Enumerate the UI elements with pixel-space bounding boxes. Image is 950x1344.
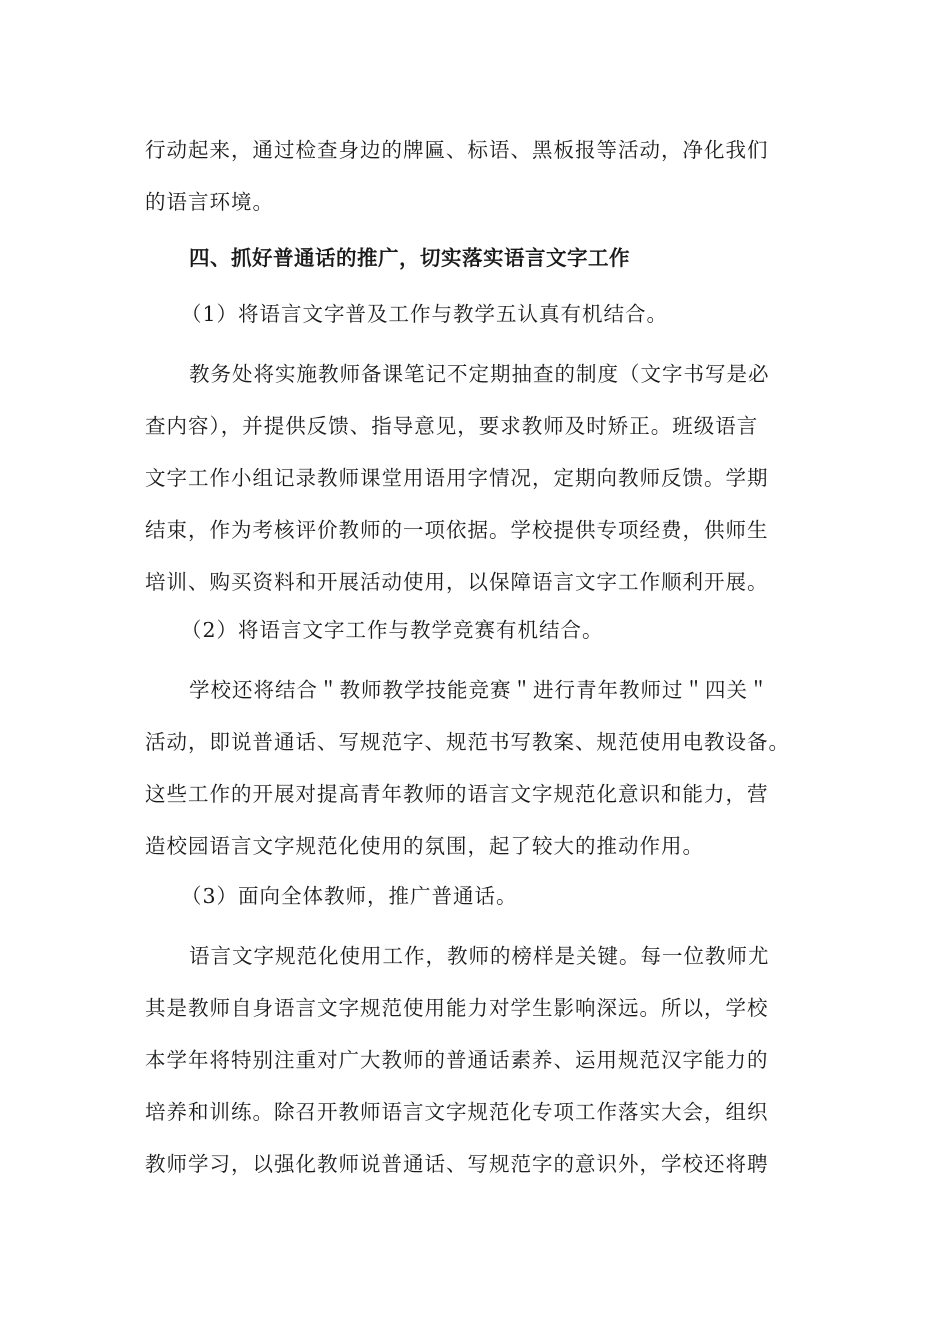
text-line: 造校园语言文字规范化使用的氛围，起了较大的推动作用。 [145,834,704,858]
sub-heading-text: （3）面向全体教师，推广普通话。 [181,884,518,908]
heading-text: 四、抓好普通话的推广，切实落实语言文字工作 [189,246,630,270]
text-line: 这些工作的开展对提高青年教师的语言文字规范化意识和能力，营 [145,782,769,806]
text-line: 活动，即说普通话、写规范字、规范书写教案、规范使用电教设备。 [145,730,790,754]
body-paragraph-2 [145,664,805,872]
text-line: 其是教师自身语言文字规范使用能力对学生影响深远。所以，学校 [145,996,769,1020]
text-line: 教师学习，以强化教师说普通话、写规范字的意识外，学校还将聘 [145,1152,769,1176]
sub-heading-2 [145,604,841,656]
body-paragraph-3 [145,930,805,1190]
text-line: 语言文字规范化使用工作，教师的榜样是关键。每一位教师尤 [189,944,770,968]
continuation-paragraph [145,124,805,228]
sub-heading-3 [145,870,841,922]
text-line: 学校还将结合＂教师教学技能竞赛＂进行青年教师过＂四关＂ [189,678,770,702]
text-line: 查内容），并提供反馈、指导意见，要求教师及时矫正。班级语言 [145,414,759,438]
section-heading [145,232,849,284]
sub-heading-text: （2）将语言文字工作与教学竞赛有机结合。 [181,618,604,642]
text-line: 文字工作小组记录教师课堂用语用字情况，定期向教师反馈。学期 [145,466,769,490]
text-line: 行动起来，通过检查身边的牌匾、标语、黑板报等活动，净化我们 [145,138,769,162]
text-line: 的语言环境。 [145,190,274,214]
text-line: 教务处将实施教师备课笔记不定期抽查的制度（文字书写是必 [189,362,770,386]
text-line: 培训、购买资料和开展活动使用，以保障语言文字工作顺利开展。 [145,570,769,594]
text-line: 结束，作为考核评价教师的一项依据。学校提供专项经费，供师生 [145,518,769,542]
body-paragraph-1 [145,348,805,608]
text-line: 培养和训练。除召开教师语言文字规范化专项工作落实大会，组织 [145,1100,769,1124]
text-line: 本学年将特别注重对广大教师的普通话素养、运用规范汉字能力的 [145,1048,769,1072]
sub-heading-1 [145,288,841,340]
sub-heading-text: （1）将语言文字普及工作与教学五认真有机结合。 [181,302,669,326]
